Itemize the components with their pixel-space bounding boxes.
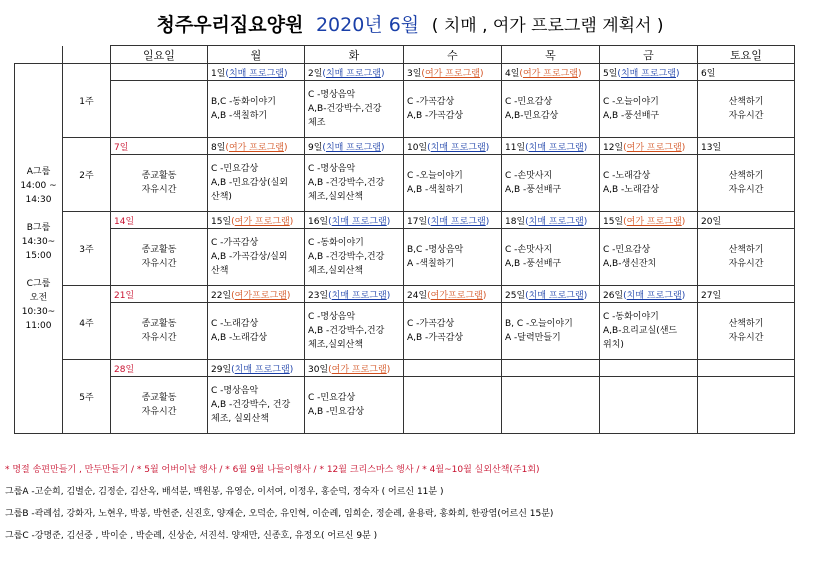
date-number: 27일 <box>701 290 722 301</box>
week-label: 2주 <box>63 138 111 212</box>
cell-line: 종교활동 <box>141 171 177 181</box>
cell-line: C -노래감상 <box>211 319 259 329</box>
date-number: 24일 <box>407 290 428 301</box>
group-time-line: 오전 <box>29 292 48 303</box>
cell-line: A,B -색칠하기 <box>407 185 464 195</box>
program-tag: 치매 프로그램 <box>620 68 676 79</box>
cell-line: 체조,실외산책 <box>308 192 364 202</box>
program-cell <box>600 81 698 138</box>
cell-line: A,B -건강박수, 건강 <box>211 400 291 410</box>
program-cell <box>305 229 404 286</box>
program-cell <box>305 303 404 360</box>
group-time-line: 15:00 <box>25 250 52 261</box>
saturday-cell <box>698 377 795 434</box>
date-number: 16일 <box>308 216 329 227</box>
cell-line: C -민요감상 <box>308 393 356 403</box>
header-cell: 수 <box>404 46 502 64</box>
date-row <box>15 212 795 229</box>
cell-line: 위치) <box>603 340 624 350</box>
date-cell: 12일(여가 프로그램) <box>600 138 698 155</box>
date-cell: 22일(여가프로그램) <box>208 286 305 303</box>
date-number: 14일 <box>114 216 135 227</box>
date-number: 20일 <box>701 216 722 227</box>
content-row <box>15 155 795 212</box>
cell-line: C -오늘이야기 <box>603 97 659 107</box>
week-label: 1주 <box>63 64 111 138</box>
date-cell: 26일(치매 프로그램) <box>600 286 698 303</box>
sunday-cell <box>111 377 208 434</box>
sunday-cell <box>111 303 208 360</box>
cell-line: 종교활동 <box>141 245 177 255</box>
cell-line: C -손맛사지 <box>505 245 553 255</box>
date-cell: 16일(치매 프로그램) <box>305 212 404 229</box>
date-number: 22일 <box>211 290 232 301</box>
program-tag: 치매 프로그램 <box>228 68 284 79</box>
cell-line: 자유시간 <box>141 185 177 195</box>
cell-line: A,B -노래감상 <box>211 333 268 343</box>
cell-line: 산책하기 <box>728 97 764 107</box>
program-cell <box>404 81 502 138</box>
header-cell: 토요일 <box>698 46 795 64</box>
program-tag: 여가프로그램 <box>430 290 483 301</box>
cell-line: C -손맛사지 <box>505 171 553 181</box>
date-cell: 15일(여가 프로그램) <box>208 212 305 229</box>
sunday-cell <box>111 155 208 212</box>
title-sub: ( 치매 , 여가 프로그램 계획서 ) <box>431 16 664 36</box>
cell-line: 체조 <box>308 118 326 128</box>
date-cell: 24일(여가프로그램) <box>404 286 502 303</box>
date-cell <box>698 64 795 81</box>
cell-line: 산책) <box>211 192 232 202</box>
program-tag: 치매 프로그램 <box>430 216 486 227</box>
cell-line: A,B -가곡감상/실외 <box>211 252 288 262</box>
cell-line: A,B-민요감상 <box>505 111 559 121</box>
week-label: 5주 <box>63 360 111 434</box>
program-tag: 치매 프로그램 <box>331 290 387 301</box>
cell-line: A,B -건강박수,건강 <box>308 252 385 262</box>
date-cell <box>698 360 795 377</box>
cell-line: A,B -민요감상 <box>308 407 365 417</box>
cell-line: 자유시간 <box>141 407 177 417</box>
group-c-members: 그룹C -강명준, 김선중 , 박이순 , 박순례, 신상순, 서진석. 양재만, 신종호, 유정오( 어르신 9분 ) <box>5 531 378 541</box>
program-cell <box>502 303 600 360</box>
content-row <box>15 303 795 360</box>
cell-line: A,B-건강박수,건강 <box>308 104 382 114</box>
cell-line: 체조, 실외산책 <box>211 414 269 424</box>
date-number: 15일 <box>211 216 232 227</box>
program-cell <box>404 377 502 434</box>
group-time-line: A그룹 <box>26 166 51 177</box>
cell-line: 자유시간 <box>141 259 177 269</box>
group-time-line: 10:30~ <box>21 306 56 317</box>
date-number: 6일 <box>701 68 716 79</box>
cell-line: 산책 <box>211 266 229 276</box>
date-cell <box>111 212 208 229</box>
program-cell <box>208 377 305 434</box>
date-number: 8일 <box>211 142 226 153</box>
program-cell <box>305 155 404 212</box>
cell-line: C -오늘이야기 <box>407 171 463 181</box>
cell-line: C -민요감상 <box>211 164 259 174</box>
date-number: 18일 <box>505 216 526 227</box>
date-number: 23일 <box>308 290 329 301</box>
cell-line: 체조,실외산책 <box>308 340 364 350</box>
header-cell: 일요일 <box>111 46 208 64</box>
date-cell: 30일(여가 프로그램) <box>305 360 404 377</box>
cell-line: C -동화이야기 <box>603 312 659 322</box>
content-row <box>15 229 795 286</box>
cell-line: C -가곡감상 <box>407 319 455 329</box>
program-tag: 여가 프로그램 <box>331 364 387 375</box>
cell-line: C -명상음악 <box>211 386 259 396</box>
date-cell <box>404 360 502 377</box>
cell-line: C -가곡감상 <box>211 238 259 248</box>
group-time-line: 14:00 ~ <box>20 180 57 191</box>
header-cell: 월 <box>208 46 305 64</box>
date-number: 11일 <box>505 142 526 153</box>
group-b-members: 그룹B -곽례섭, 강화자, 노현우, 박봉, 박헌준, 신진호, 양재순, 오덕순, 유인혁, 이순례, 임희순, 정순례, 윤용락, 홍화희, 한광염(어르신 15분) <box>5 509 554 519</box>
date-cell <box>502 360 600 377</box>
date-row <box>15 138 795 155</box>
date-number: 15일 <box>603 216 624 227</box>
program-tag: 치매 프로그램 <box>430 142 486 153</box>
date-number: 28일 <box>114 364 135 375</box>
program-tag: 여가 프로그램 <box>424 68 480 79</box>
date-number: 1일 <box>211 68 226 79</box>
date-number: 4일 <box>505 68 520 79</box>
date-row <box>15 64 795 81</box>
page-title <box>0 10 820 37</box>
program-cell <box>502 229 600 286</box>
cell-line: A,B -건강박수,건강 <box>308 326 385 336</box>
group-time-line <box>18 263 59 277</box>
program-tag: 여가 프로그램 <box>626 142 682 153</box>
program-tag: 여가 프로그램 <box>228 142 284 153</box>
program-tag: 치매 프로그램 <box>528 216 584 227</box>
sunday-cell <box>111 81 208 138</box>
cell-line: 종교활동 <box>141 393 177 403</box>
date-cell: 15일(여가 프로그램) <box>600 212 698 229</box>
title-main: 청주우리집요양원 <box>156 14 304 36</box>
group-time-line: B그룹 <box>26 222 51 233</box>
group-time-line: C그룹 <box>26 278 51 289</box>
cell-line: A,B -색칠하기 <box>211 111 268 121</box>
cell-line: C -민요감상 <box>603 245 651 255</box>
cell-line: C -가곡감상 <box>407 97 455 107</box>
date-number: 7일 <box>114 142 129 153</box>
program-tag: 여가프로그램 <box>234 290 287 301</box>
program-tag: 치매 프로그램 <box>325 142 381 153</box>
program-tag: 치매 프로그램 <box>325 68 381 79</box>
date-cell <box>698 286 795 303</box>
program-cell <box>404 155 502 212</box>
date-cell <box>698 212 795 229</box>
cell-line: A,B -건강박수,건강 <box>308 178 385 188</box>
date-number: 21일 <box>114 290 135 301</box>
date-number: 12일 <box>603 142 624 153</box>
program-cell <box>600 229 698 286</box>
notes-section <box>5 459 815 547</box>
cell-line: 자유시간 <box>728 259 764 269</box>
program-tag: 여가 프로그램 <box>626 216 682 227</box>
program-cell <box>208 155 305 212</box>
cell-line: 체조,실외산책 <box>308 266 364 276</box>
cell-line: A -색칠하기 <box>407 259 455 269</box>
cell-line: 산책하기 <box>728 319 764 329</box>
date-number: 9일 <box>308 142 323 153</box>
date-cell: 8일(여가 프로그램) <box>208 138 305 155</box>
group-a-members: 그룹A -고순희, 김별순, 김정순, 김산옥, 배석분, 백원봉, 유영순, 이서여, 이정우, 홍순덕, 정숙자 ( 어르신 11분 ) <box>5 487 444 497</box>
program-cell <box>502 81 600 138</box>
program-cell <box>208 81 305 138</box>
cell-line: A,B -풍선배구 <box>505 185 562 195</box>
group-times-cell <box>15 64 63 434</box>
date-number: 17일 <box>407 216 428 227</box>
program-cell <box>404 229 502 286</box>
date-row <box>15 360 795 377</box>
header-row <box>15 46 795 64</box>
date-cell: 18일(치매 프로그램) <box>502 212 600 229</box>
group-time-line: 11:00 <box>25 320 52 331</box>
cell-line: A,B -민요감상(실외 <box>211 178 288 188</box>
week-label: 3주 <box>63 212 111 286</box>
cell-line: 자유시간 <box>728 333 764 343</box>
date-cell: 9일(치매 프로그램) <box>305 138 404 155</box>
date-cell: 4일(여가 프로그램) <box>502 64 600 81</box>
program-tag: 치매 프로그램 <box>528 290 584 301</box>
program-tag: 치매 프로그램 <box>626 290 682 301</box>
date-cell <box>111 138 208 155</box>
date-cell: 17일(치매 프로그램) <box>404 212 502 229</box>
cell-line: C -명상음악 <box>308 312 356 322</box>
date-number: 26일 <box>603 290 624 301</box>
sunday-cell <box>111 229 208 286</box>
schedule-table <box>14 45 795 434</box>
cell-line: C -명상음악 <box>308 164 356 174</box>
program-cell <box>502 155 600 212</box>
date-cell: 23일(치매 프로그램) <box>305 286 404 303</box>
date-cell: 3일(여가 프로그램) <box>404 64 502 81</box>
date-number: 10일 <box>407 142 428 153</box>
title-date: 2020년 6월 <box>315 14 420 36</box>
header-cell: 목 <box>502 46 600 64</box>
week-label: 4주 <box>63 286 111 360</box>
program-cell <box>305 81 404 138</box>
program-cell <box>208 303 305 360</box>
cell-line: B, C -오늘이야기 <box>505 319 573 329</box>
events-note: * 명절 송편만들기 , 만두만들기 / * 5월 어버이날 행사 / * 6월 9월 나들이행사 / * 12월 크리스마스 행사 / * 4월~10월 실외산책(주1회) <box>5 465 540 475</box>
program-cell <box>208 229 305 286</box>
content-row <box>15 377 795 434</box>
cell-line: 자유시간 <box>141 333 177 343</box>
date-number: 29일 <box>211 364 232 375</box>
program-cell <box>600 155 698 212</box>
cell-line: A,B -가곡감상 <box>407 333 464 343</box>
date-number: 3일 <box>407 68 422 79</box>
program-cell <box>305 377 404 434</box>
date-cell <box>111 286 208 303</box>
date-cell: 1일(치매 프로그램) <box>208 64 305 81</box>
date-cell: 25일(치매 프로그램) <box>502 286 600 303</box>
cell-line: 종교활동 <box>141 319 177 329</box>
cell-line: C -명상음악 <box>308 90 356 100</box>
date-cell <box>698 138 795 155</box>
cell-line: 자유시간 <box>728 185 764 195</box>
saturday-cell <box>698 81 795 138</box>
cell-line: A,B -가곡감상 <box>407 111 464 121</box>
cell-line: A,B -풍선배구 <box>603 111 660 121</box>
date-cell <box>600 360 698 377</box>
program-tag: 여가 프로그램 <box>234 216 290 227</box>
cell-line: C -민요감상 <box>505 97 553 107</box>
date-number: 25일 <box>505 290 526 301</box>
date-number: 30일 <box>308 364 329 375</box>
cell-line: B,C -동화이야기 <box>211 97 276 107</box>
cell-line: C -노래감상 <box>603 171 651 181</box>
date-cell: 29일(치매 프로그램) <box>208 360 305 377</box>
program-tag: 치매 프로그램 <box>234 364 290 375</box>
date-number: 13일 <box>701 142 722 153</box>
header-cell: 금 <box>600 46 698 64</box>
cell-line: A,B-생신잔치 <box>603 259 657 269</box>
program-cell <box>600 377 698 434</box>
date-cell <box>111 360 208 377</box>
cell-line: 자유시간 <box>728 111 764 121</box>
cell-line: 산책하기 <box>728 171 764 181</box>
cell-line: C -동화이야기 <box>308 238 364 248</box>
saturday-cell <box>698 229 795 286</box>
saturday-cell <box>698 303 795 360</box>
date-number: 5일 <box>603 68 618 79</box>
group-time-line <box>18 207 59 221</box>
date-row <box>15 286 795 303</box>
cell-line: B,C -명상음악 <box>407 245 464 255</box>
program-cell <box>404 303 502 360</box>
program-cell <box>600 303 698 360</box>
program-tag: 치매 프로그램 <box>331 216 387 227</box>
cell-line: A,B-요리교실(샌드 <box>603 326 678 336</box>
cell-line: A -달력만들기 <box>505 333 561 343</box>
program-tag: 치매 프로그램 <box>528 142 584 153</box>
date-cell: 10일(치매 프로그램) <box>404 138 502 155</box>
date-cell: 2일(치매 프로그램) <box>305 64 404 81</box>
cell-line: A,B -풍선배구 <box>505 259 562 269</box>
date-number: 2일 <box>308 68 323 79</box>
program-cell <box>502 377 600 434</box>
content-row <box>15 81 795 138</box>
date-cell: 5일(치매 프로그램) <box>600 64 698 81</box>
program-tag: 여가 프로그램 <box>522 68 578 79</box>
cell-line: 산책하기 <box>728 245 764 255</box>
date-cell: 11일(치매 프로그램) <box>502 138 600 155</box>
cell-line: A,B -노래감상 <box>603 185 660 195</box>
date-cell <box>111 64 208 81</box>
header-cell: 화 <box>305 46 404 64</box>
group-time-line: 14:30~ <box>21 236 56 247</box>
group-time-line: 14:30 <box>25 194 52 205</box>
saturday-cell <box>698 155 795 212</box>
